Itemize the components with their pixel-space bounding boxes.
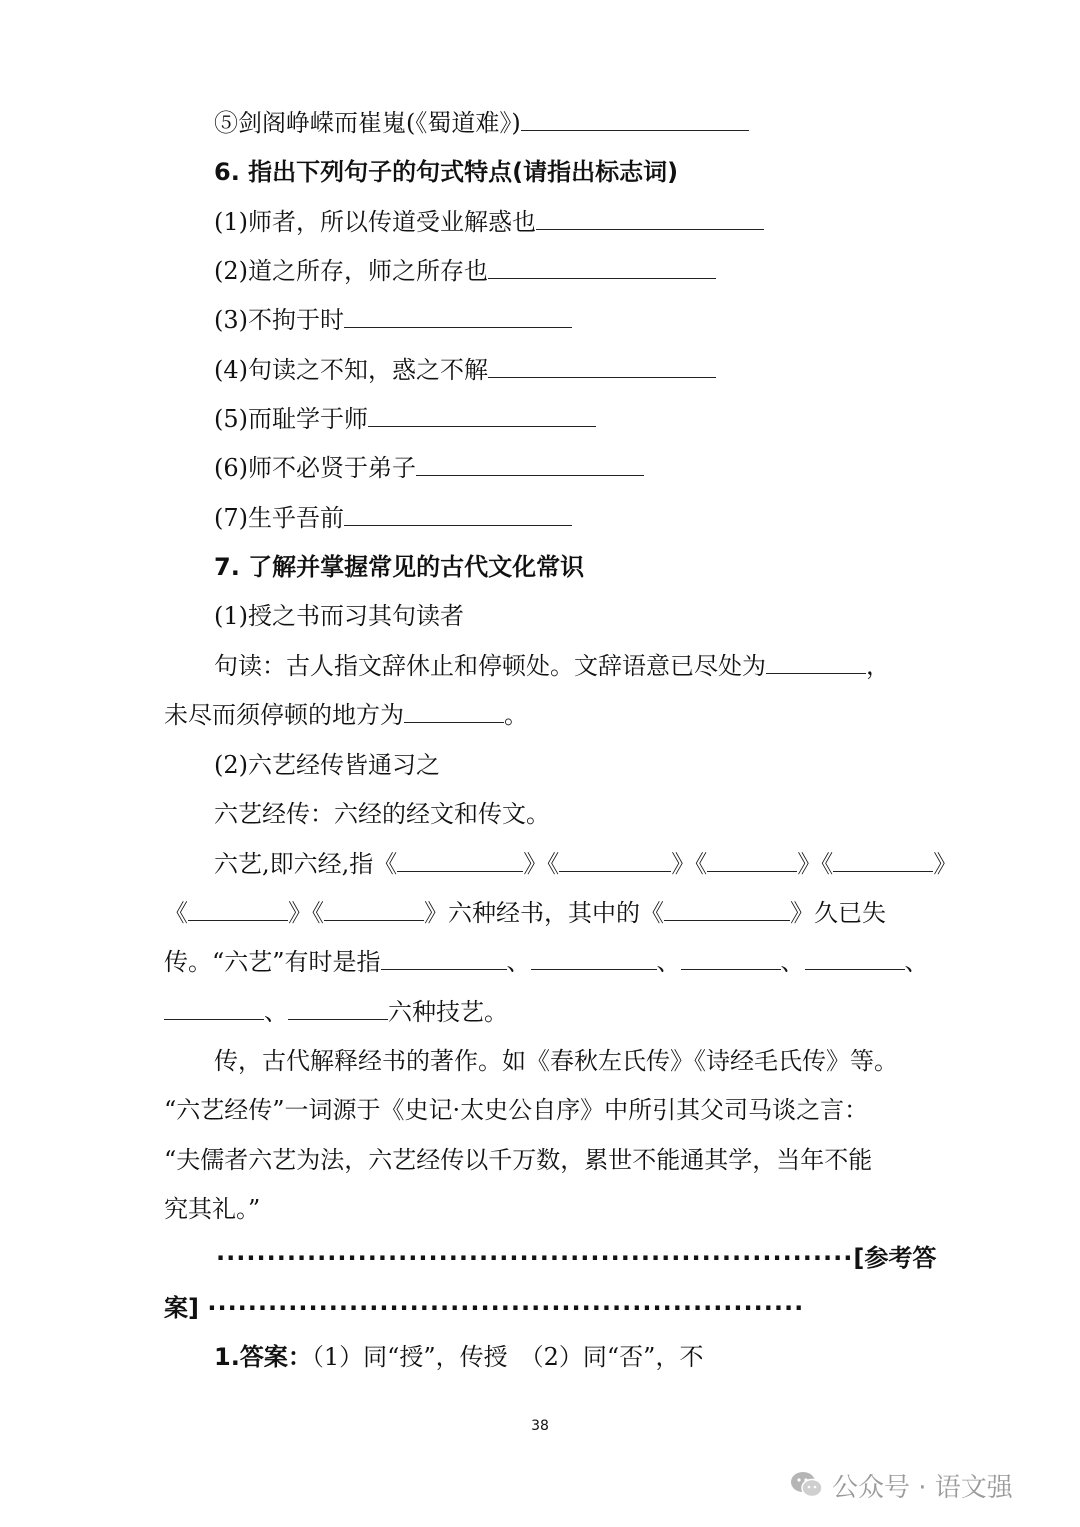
zhuan-line-3	[164, 1145, 872, 1175]
answer-blank[interactable]	[488, 355, 716, 378]
liuyi-line-e: 、 六种技艺。	[164, 997, 508, 1027]
q6-item-3	[214, 305, 572, 335]
q6-title-text: 6. 指出下列句子的句式特点(请指出标志词)	[214, 158, 679, 186]
q7-title	[214, 552, 584, 582]
watermark-text: 公众号 · 语文强	[832, 1472, 1013, 1503]
liuyi-definition-text: 六艺经传：六经的经文和传文。	[214, 800, 550, 828]
q6-item-1	[214, 207, 764, 237]
q6-item-2	[214, 256, 716, 286]
judou-line-b	[164, 700, 528, 730]
answer-blank[interactable]	[707, 849, 797, 872]
answer-blank[interactable]	[368, 404, 596, 427]
answer-blank[interactable]	[805, 947, 905, 970]
q7-item-1-head	[214, 601, 464, 631]
answer-text: （1）同“授”，传授 （2）同“否”，不	[311, 1343, 704, 1371]
answer-blank[interactable]	[381, 947, 507, 970]
answer-blank[interactable]	[397, 849, 523, 872]
q6-title	[214, 157, 678, 187]
q6-item-text: (2)道之所存，师之所存也	[214, 257, 488, 285]
zhuan-line-1	[214, 1046, 898, 1076]
q6-item-text: (7)生乎吾前	[214, 504, 344, 532]
liuyi-line-d: 传。“六艺”有时是指 、 、 、 、	[164, 948, 929, 976]
answer-blank[interactable]	[164, 997, 264, 1020]
answer-blank[interactable]	[833, 849, 933, 872]
answer-label: 1.答案：	[214, 1343, 312, 1371]
answer-blank[interactable]	[488, 256, 716, 279]
answer-blank[interactable]	[664, 898, 790, 921]
punct: 。	[504, 701, 528, 729]
liuyi-text-e-end: 六种技艺。	[388, 998, 508, 1026]
q7-item-2-head	[214, 750, 440, 780]
liuyi-definition	[214, 799, 550, 829]
page-number: 38	[531, 1418, 549, 1434]
wechat-icon	[790, 1470, 824, 1500]
liuyi-line-a: 六艺,即六经,指《 》《 》《 》《 》	[214, 850, 958, 878]
reference-heading-text: 案]	[164, 1294, 199, 1322]
q5-item-5	[214, 108, 749, 138]
zhuan-line-2	[164, 1095, 868, 1125]
liuyi-text-a: 六艺,即六经,指《	[214, 850, 398, 878]
reference-heading-text: [参考答	[853, 1244, 937, 1272]
q6-item-7	[214, 503, 572, 533]
answer-blank[interactable]	[404, 700, 504, 723]
zhuan-text-1: 传，古代解释经书的著作。如《春秋左氏传》《诗经毛氏传》等。	[214, 1047, 898, 1075]
watermark	[790, 1465, 1055, 1505]
zhuan-line-4	[164, 1194, 260, 1224]
liuyi-text-c-end: 》久已失	[790, 899, 886, 927]
answer-blank[interactable]	[324, 898, 424, 921]
q5-item-5-text: ⑤剑阁峥嵘而崔嵬(《蜀道难》)	[214, 109, 521, 137]
liuyi-line-c: 《 》《 》六种经书，其中的《 》久已失	[164, 899, 886, 927]
answer-blank[interactable]	[766, 651, 866, 674]
answer-blank[interactable]	[536, 207, 764, 230]
answer-blank[interactable]	[521, 108, 749, 131]
answer-blank[interactable]	[188, 898, 288, 921]
q6-item-text: (1)师者，所以传道受业解惑也	[214, 208, 536, 236]
dot-leader: ·······························································	[216, 1244, 854, 1272]
q6-item-text: (4)句读之不知，惑之不解	[214, 356, 488, 384]
answer-blank[interactable]	[559, 849, 671, 872]
q7-title-text: 7. 了解并掌握常见的古代文化常识	[214, 553, 585, 581]
answer-blank[interactable]	[531, 947, 657, 970]
judou-text-a: 句读：古人指文辞休止和停顿处。文辞语意已尽处为	[214, 652, 766, 680]
punct: ，	[866, 652, 890, 680]
answer-1	[214, 1342, 703, 1372]
q7-item-2-text: (2)六艺经传皆通习之	[214, 751, 440, 779]
reference-answer-heading-2	[164, 1293, 804, 1323]
zhuan-text-4: 究其礼。”	[164, 1195, 261, 1223]
answer-blank[interactable]	[416, 453, 644, 476]
judou-line-a	[214, 651, 890, 681]
q6-item-text: (3)不拘于时	[214, 306, 344, 334]
answer-blank[interactable]	[681, 947, 781, 970]
dot-leader: ···························································	[207, 1294, 805, 1322]
answer-blank[interactable]	[288, 997, 388, 1020]
reference-answer-heading-1	[216, 1243, 936, 1273]
q6-item-4	[214, 355, 716, 385]
q6-item-text: (6)师不必贤于弟子	[214, 454, 416, 482]
answer-blank[interactable]	[344, 305, 572, 328]
q7-item-1-text: (1)授之书而习其句读者	[214, 602, 464, 630]
judou-text-b: 未尽而须停顿的地方为	[164, 701, 404, 729]
q6-item-text: (5)而耻学于师	[214, 405, 368, 433]
zhuan-text-3: “夫儒者六艺为法，六艺经传以千万数，累世不能通其学，当年不能	[164, 1146, 873, 1174]
zhuan-text-2: “六艺经传”一词源于《史记·太史公自序》中所引其父司马谈之言：	[164, 1096, 869, 1124]
q6-item-6	[214, 453, 644, 483]
liuyi-text-d: 传。“六艺”有时是指	[164, 948, 381, 976]
liuyi-text-c: 六种经书，其中的《	[448, 899, 664, 927]
answer-blank[interactable]	[344, 503, 572, 526]
q6-item-5	[214, 404, 596, 434]
